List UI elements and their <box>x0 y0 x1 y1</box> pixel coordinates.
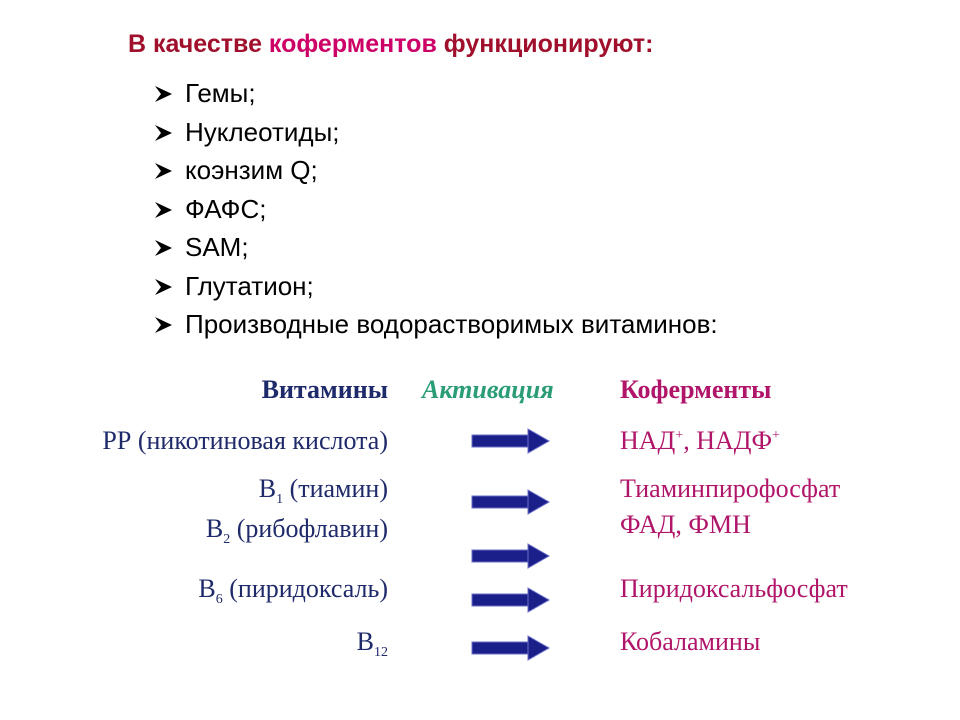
arrow-icon <box>472 588 549 612</box>
title-prefix: В качестве <box>128 30 269 58</box>
vitamin-label: В <box>356 627 374 656</box>
list-item-text: Глутатион; <box>185 270 314 301</box>
vitamin-label: В <box>198 574 216 603</box>
arrow-icon <box>472 490 549 514</box>
vitamin-label: В <box>205 514 224 543</box>
list-item-text: Гемы; <box>185 78 256 108</box>
list-item-text: SAM; <box>185 232 249 262</box>
title-accent: коферментов <box>268 30 437 58</box>
vitamin-subscript: 6 <box>215 592 223 607</box>
coenzyme-tpp: Тиаминпирофосфат <box>620 474 841 503</box>
vitamin-label: РР (никотиновая кислота) <box>102 426 388 455</box>
coenzyme-fad: ФАД, ФМН <box>620 510 751 539</box>
arrow-icon <box>472 429 549 453</box>
title-suffix: функционируют: <box>436 30 654 58</box>
coenzyme-label: НАД <box>620 426 676 455</box>
vitamin-name: (тиамин) <box>283 474 388 503</box>
list-item-text: ФАФС; <box>185 193 267 224</box>
header-activation: Активация <box>422 375 554 404</box>
vitamin-subscript: 2 <box>223 532 231 547</box>
vitamin-subscript: 12 <box>374 645 388 660</box>
coenzyme-label: , НАДФ <box>683 426 773 455</box>
coenzyme-superscript: + <box>675 428 684 443</box>
header-coenzymes: Коферменты <box>620 375 772 404</box>
vitamin-name: (пиридоксаль) <box>222 574 388 603</box>
list-item-text: коэнзим Q; <box>185 155 318 185</box>
arrow-icon <box>472 544 549 568</box>
list-item-text: Производные водорастворимых витаминов: <box>185 309 718 339</box>
vitamin-name: (рибофлавин) <box>230 514 388 543</box>
vitamin-label: В <box>258 474 277 503</box>
arrow-icon <box>472 636 549 660</box>
coenzyme-superscript: + <box>772 428 780 443</box>
list-item-text: Нуклеотиды; <box>185 116 340 147</box>
coenzyme-cobalamin: Кобаламины <box>620 627 761 656</box>
coenzyme-plp: Пиридоксальфосфат <box>620 574 848 603</box>
header-vitamins: Витамины <box>261 375 388 404</box>
vitamin-subscript: 1 <box>276 492 284 507</box>
